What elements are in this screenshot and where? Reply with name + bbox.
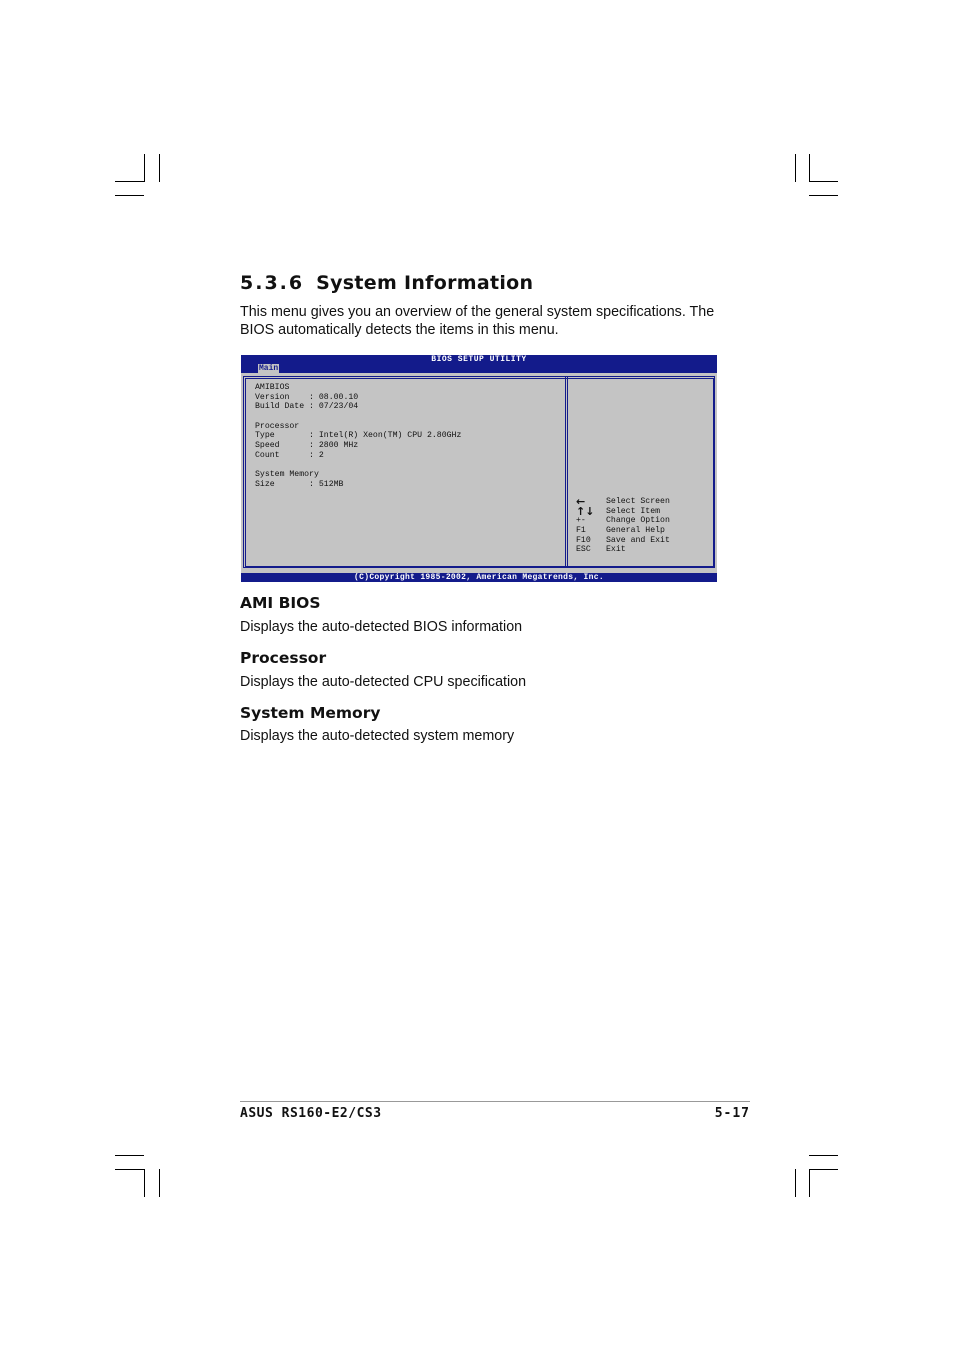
bios-key-legend	[576, 497, 670, 555]
key-action: Select Screen	[606, 497, 670, 506]
bios-tab-main: Main	[259, 364, 279, 373]
bios-info-row	[255, 461, 461, 471]
bios-title: BIOS SETUP UTILITY	[431, 355, 527, 364]
bios-info-row: Count : 2	[255, 450, 324, 460]
key-action: Select Item	[606, 506, 661, 516]
item-heading-processor: Processor	[240, 649, 327, 667]
key-action: Save and Exit	[606, 535, 670, 545]
key-action: General Help	[606, 526, 665, 536]
key-legend-row	[576, 545, 670, 555]
bios-screenshot	[241, 355, 717, 582]
key-label: F1	[576, 526, 586, 536]
key-legend-row	[576, 504, 670, 518]
section-intro: This menu gives you an overview of the general system specifications. The BIOS automatically detects the items in this menu.	[240, 304, 715, 338]
key-legend-row	[576, 516, 670, 526]
left-arrow-icon: ←	[576, 495, 586, 508]
item-heading-ami-bios: AMI BIOS	[240, 594, 321, 612]
bios-info-row: Speed : 2800 MHz	[255, 441, 359, 451]
item-text-system-memory: Displays the auto-detected system memory	[240, 728, 515, 744]
bios-info-row: AMIBIOS	[255, 383, 290, 392]
footer-page-number: 5-17	[714, 1106, 750, 1121]
section-number: 5.3.6	[240, 272, 305, 294]
bios-divider	[567, 376, 568, 568]
up-down-arrow-icon: ↑↓	[576, 504, 595, 518]
bios-info-row	[255, 412, 461, 422]
footer-product-name: ASUS RS160-E2/CS3	[240, 1106, 382, 1121]
bios-info-row: Processor	[255, 421, 300, 431]
key-legend-row	[576, 526, 670, 536]
key-label: F10	[576, 535, 591, 545]
key-label: ESC	[576, 545, 591, 555]
bios-info-row: System Memory	[255, 470, 319, 480]
bios-divider	[565, 376, 566, 568]
item-heading-system-memory: System Memory	[240, 704, 381, 722]
bios-info-panel	[255, 383, 461, 490]
bios-info-row: Size : 512MB	[255, 479, 344, 489]
key-action: Exit	[606, 545, 626, 555]
bios-info-row: Type : Intel(R) Xeon(TM) CPU 2.80GHz	[255, 431, 462, 441]
bios-title-bar	[241, 355, 717, 373]
bios-copyright-bar: (C)Copyright 1985-2002, American Megatrends, Inc.	[241, 573, 717, 582]
item-text-ami-bios: Displays the auto-detected BIOS information	[240, 619, 523, 635]
section-heading	[240, 272, 533, 294]
item-text-processor: Displays the auto-detected CPU specification	[240, 674, 527, 690]
section-title: System Information	[316, 272, 534, 294]
key-action: Change Option	[606, 516, 670, 526]
footer-divider	[240, 1101, 750, 1102]
bios-info-row: Version : 08.00.10	[255, 392, 359, 402]
bios-info-row: Build Date : 07/23/04	[255, 402, 359, 412]
key-label: +-	[576, 516, 586, 526]
key-legend-row	[576, 536, 670, 546]
